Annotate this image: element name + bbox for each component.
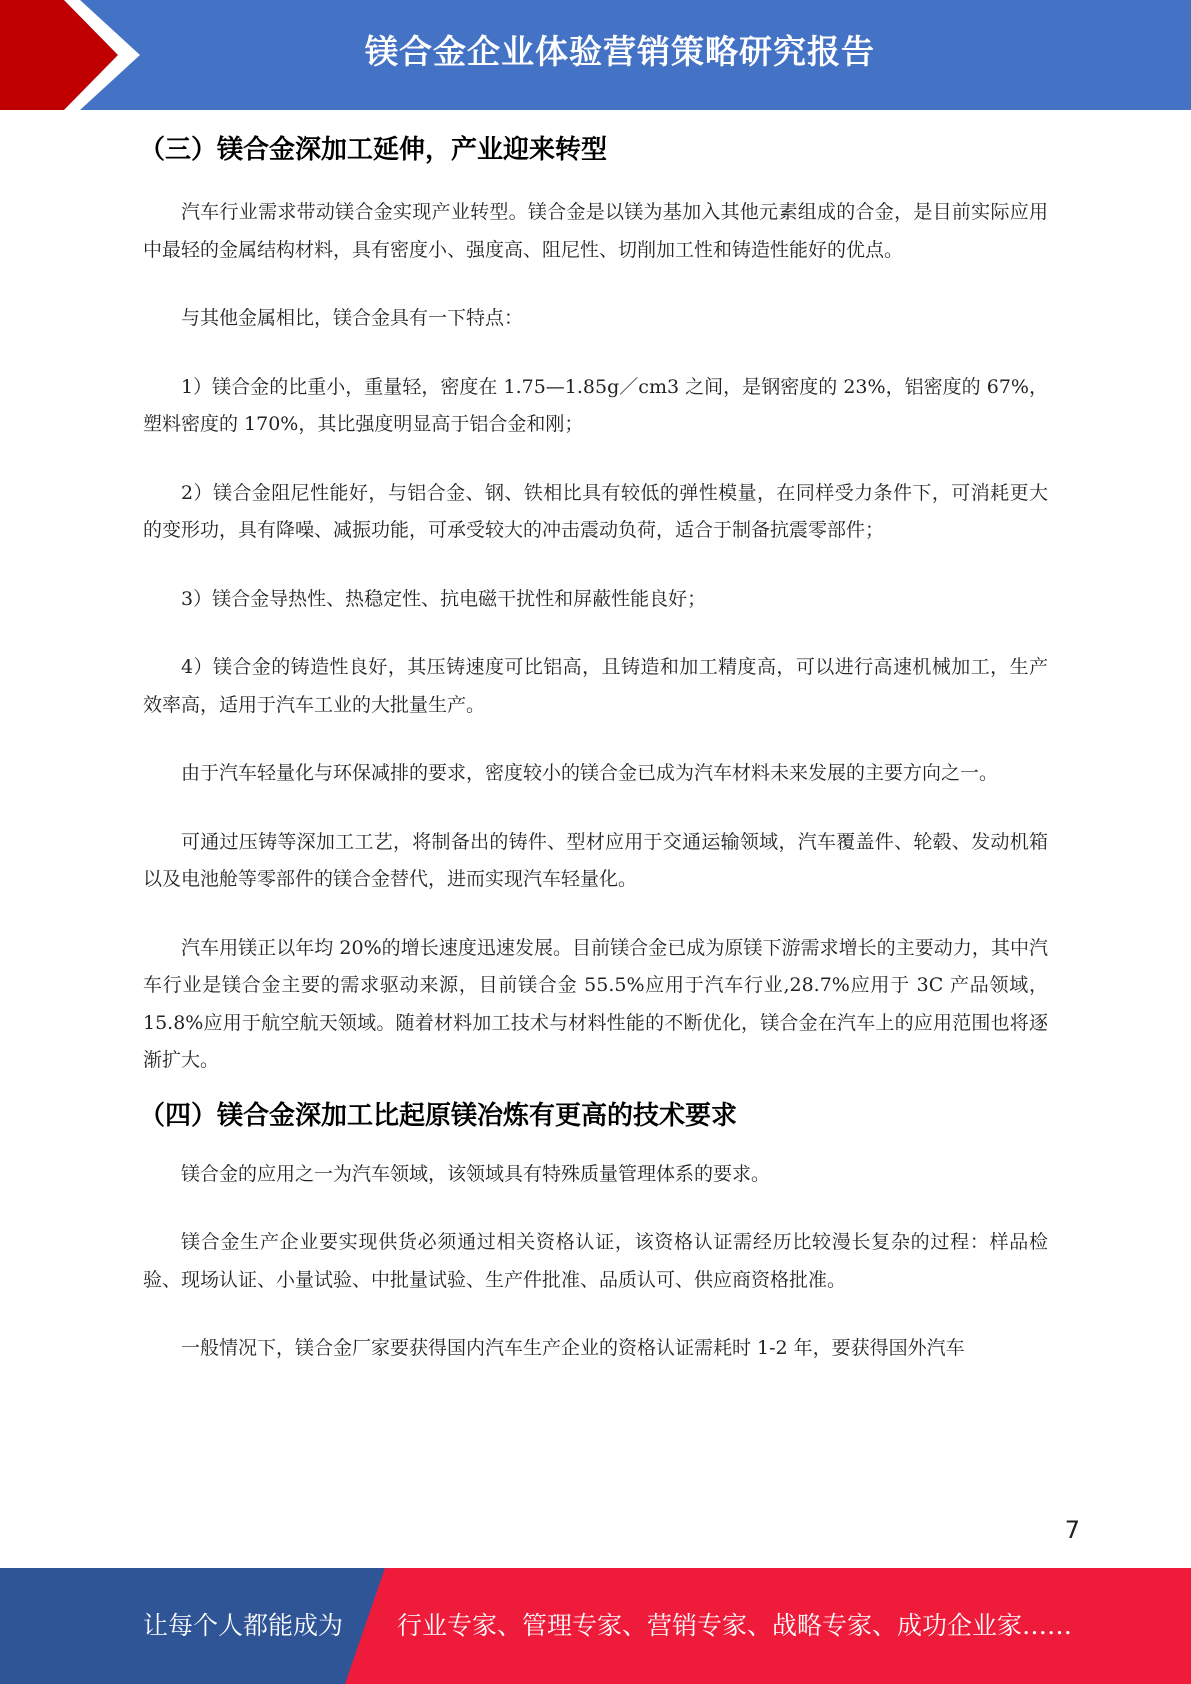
footer-slogan-right: 行业专家、管理专家、营销专家、战略专家、成功企业家……	[397, 1611, 1073, 1640]
paragraph: 一般情况下，镁合金厂家要获得国内汽车生产企业的资格认证需耗时 1-2 年，要获得国外汽车	[181, 1337, 965, 1359]
header-arrow-decoration	[0, 0, 160, 110]
paragraph: 汽车用镁正以年均 20%的增长速度迅速发展。目前镁合金已成为原镁下游需求增长的主要动力，其中汽车行业是镁合金主要的需求驱动来源，目前镁合金 55.5%应用于汽车行业,28.7%应用于 3C 产品领域，15.8%应用于航空航天领域。随着材料加工技术与材料性能的不断优化，镁合金在汽车上的应用范围也将逐渐扩大。	[143, 936, 1048, 1071]
paragraph: 4）镁合金的铸造性良好，其压铸速度可比铝高，且铸造和加工精度高，可以进行高速机械加工，生产效率高，适用于汽车工业的大批量生产。	[143, 656, 1048, 716]
paragraph: 3）镁合金导热性、热稳定性、抗电磁干扰性和屏蔽性能良好；	[181, 587, 707, 610]
page-content	[139, 128, 1048, 1368]
page-number: 7	[1064, 1516, 1080, 1544]
paragraph: 汽车行业需求带动镁合金实现产业转型。镁合金是以镁为基加入其他元素组成的合金，是目前实际应用中最轻的金属结构材料，具有密度小、强度高、阻尼性、切削加工性和铸造性能好的优点。	[143, 201, 1048, 261]
paragraph: 1）镁合金的比重小，重量轻，密度在 1.75—1.85g／cm3 之间，是钢密度的 23%，铝密度的 67%，塑料密度的 170%，其比强度明显高于铝合金和刚；	[143, 375, 1048, 435]
section-heading-3: （三）镁合金深加工延伸，产业迎来转型	[139, 135, 608, 165]
paragraph: 镁合金的应用之一为汽车领域，该领域具有特殊质量管理体系的要求。	[181, 1162, 771, 1185]
header-bar	[0, 0, 1191, 110]
paragraph: 镁合金生产企业要实现供货必须通过相关资格认证，该资格认证需经历比较漫长复杂的过程：样品检验、现场认证、小量试验、中批量试验、生产件批准、品质认可、供应商资格批准。	[143, 1231, 1048, 1291]
paragraph: 与其他金属相比，镁合金具有一下特点：	[181, 307, 524, 329]
paragraph: 由于汽车轻量化与环保减排的要求，密度较小的镁合金已成为汽车材料未来发展的主要方向之一。	[181, 762, 999, 784]
paragraph: 可通过压铸等深加工工艺，将制备出的铸件、型材应用于交通运输领域，汽车覆盖件、轮毂、发动机箱以及电池舱等零部件的镁合金替代，进而实现汽车轻量化。	[143, 830, 1048, 890]
footer-slogan-left: 让每个人都能成为	[143, 1611, 344, 1640]
report-title: 镁合金企业体验营销策略研究报告	[365, 32, 875, 71]
paragraph: 2）镁合金阻尼性能好，与铝合金、钢、铁相比具有较低的弹性模量，在同样受力条件下，可消耗更大的变形功，具有降噪、减振功能，可承受较大的冲击震动负荷，适合于制备抗震零部件；	[143, 481, 1048, 541]
footer-banner	[0, 1568, 1191, 1684]
section-heading-4: （四）镁合金深加工比起原镁冶炼有更高的技术要求	[139, 1100, 738, 1131]
